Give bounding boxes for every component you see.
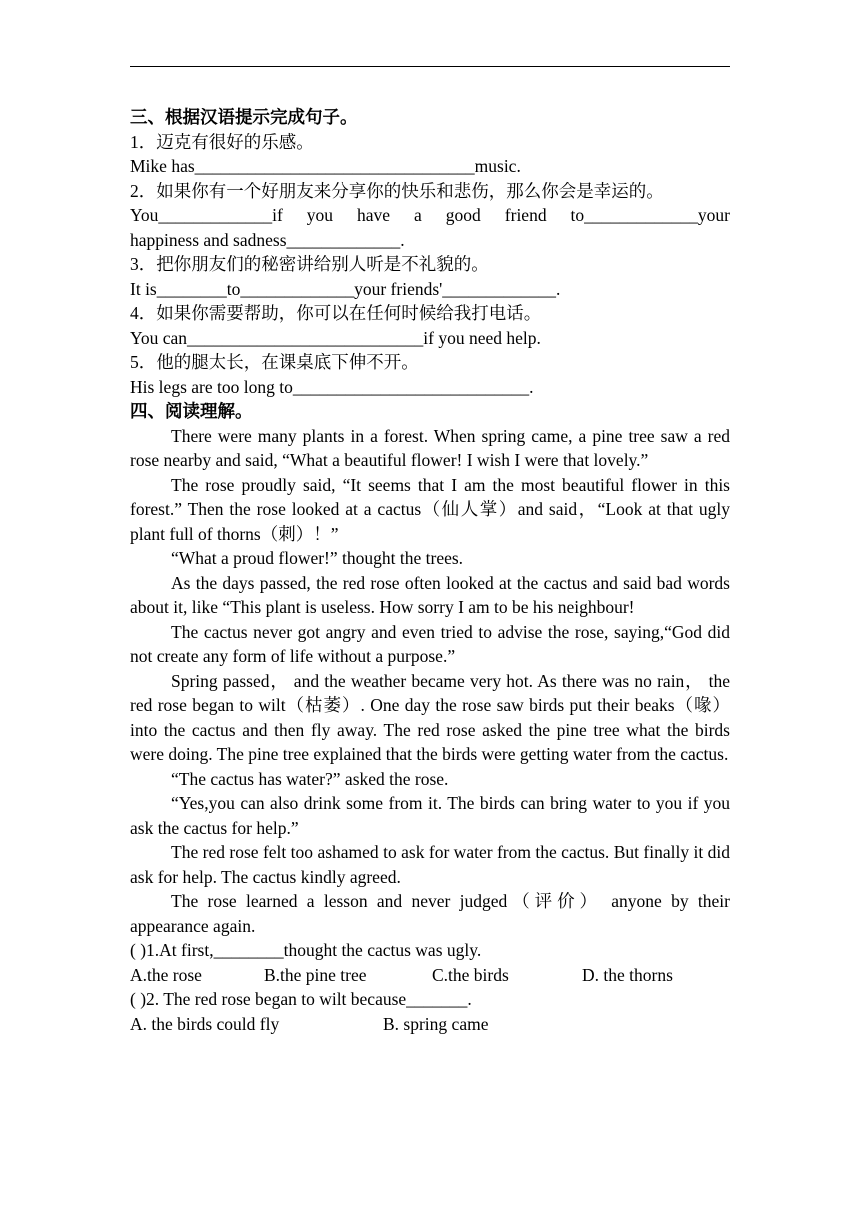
question2-options [130, 1012, 730, 1037]
item4-english: You can___________________________if you need help. [130, 327, 541, 348]
section3-title: 三、根据汉语提示完成句子。 [130, 107, 358, 127]
item2-chinese: 2．如果你有一个好朋友来分享你的快乐和悲伤，那么你会是幸运的。 [130, 180, 664, 201]
item4-chinese: 4．如果你需要帮助，你可以在任何时候给我打电话。 [130, 303, 542, 323]
item1-chinese: 1．迈克有很好的乐感。 [130, 131, 314, 152]
question1-option-d: D. the thorns [582, 964, 673, 985]
story-paragraph: “What a proud flower!” thought the trees. [171, 548, 464, 568]
worksheet-content [130, 105, 730, 1036]
story-paragraph: Spring passed， and the weather became very hot. As there was no rain， the red rose began to wilt（枯萎）. One day the rose saw birds put their beaks（喙） into the cactus and then fly away. The red rose asked the pine tree what the birds were doing. The pine tree explained that the birds were getting water from the cactus. [130, 670, 730, 764]
question1-option-c: C.the birds [432, 964, 509, 985]
item5-english: His legs are too long to___________________________. [130, 376, 534, 397]
question1-option-a: A.the rose [130, 964, 202, 985]
story-paragraph: “The cactus has water?” asked the rose. [171, 768, 449, 789]
question1-options [130, 963, 730, 988]
item5-chinese: 5．他的腿太长，在课桌底下伸不开。 [130, 352, 419, 372]
question2-stem: ( )2. The red rose began to wilt because_______. [130, 989, 472, 1009]
section4-title: 四、阅读理解。 [130, 401, 253, 421]
item3-english: It is________to_____________your friends'_____________. [130, 278, 561, 299]
question2-option-a: A. the birds could fly [130, 1013, 280, 1034]
story-paragraph: “Yes,you can also drink some from it. The birds can bring water to you if you ask the cactus for help.” [130, 793, 730, 838]
item2-english-line1: You_____________if you have a good friend to_____________your [130, 205, 730, 225]
story-paragraph: The rose learned a lesson and never judged（评价） anyone by their appearance again. [130, 891, 730, 936]
item2-english-line2: happiness and sadness_____________. [130, 229, 405, 250]
story-paragraph: As the days passed, the red rose often looked at the cactus and said bad words about it, like “This plant is useless. How sorry I am to be his neighbour! [130, 572, 730, 617]
item1-english: Mike has________________________________music. [130, 156, 521, 176]
story-paragraph: There were many plants in a forest. When spring came, a pine tree saw a red rose nearby and said, “What a beautiful flower! I wish I were that lovely.” [130, 425, 730, 470]
story-paragraph: The rose proudly said, “It seems that I am the most beautiful flower in this forest.” Then the rose looked at a cactus（仙人掌）and said，“Look at that ugly plant full of thorns（刺）！” [130, 474, 730, 544]
question2-option-b: B. spring came [383, 1013, 489, 1034]
item3-chinese: 3．把你朋友们的秘密讲给别人听是不礼貌的。 [130, 254, 489, 274]
question1-stem: ( )1.At first,________thought the cactus was ugly. [130, 940, 482, 960]
story-paragraph: The red rose felt too ashamed to ask for water from the cactus. But finally it did ask for help. The cactus kindly agreed. [130, 842, 730, 887]
question1-option-b: B.the pine tree [264, 964, 367, 985]
story-paragraph: The cactus never got angry and even tried to advise the rose, saying,“God did not create any form of life without a purpose.” [130, 621, 730, 666]
header-rule [130, 66, 730, 67]
